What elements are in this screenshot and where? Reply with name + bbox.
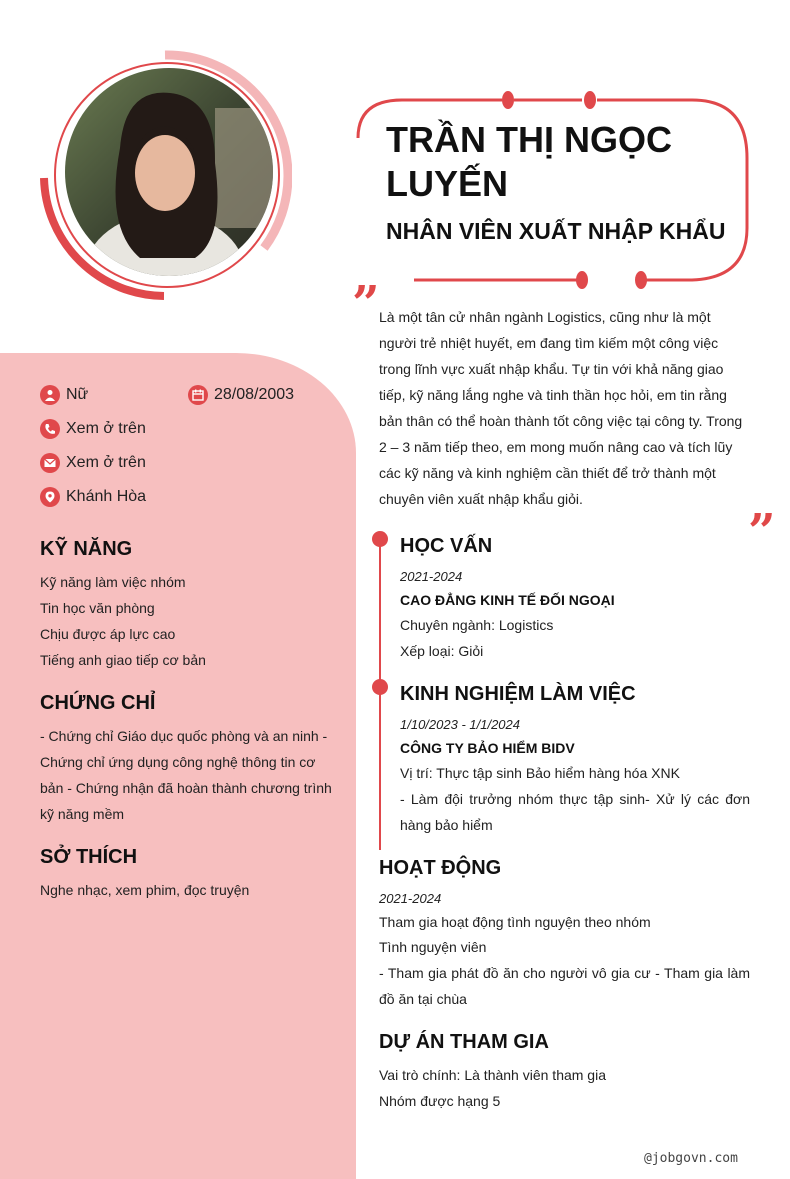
address-value: Khánh Hòa [66,488,147,505]
quote-close-icon: ” [748,504,776,560]
projects-title: DỰ ÁN THAM GIA [379,1031,549,1053]
quote-open-icon: ” [352,276,380,332]
skill-item: Tin học văn phòng [40,600,155,616]
contact-gender [40,385,88,405]
skill-item: Kỹ năng làm việc nhóm [40,574,186,590]
person-icon [40,385,60,405]
certificates-title: CHỨNG CHỈ [40,692,156,714]
footer-watermark: @jobgovn.com [644,1151,738,1166]
candidate-name: TRẦN THỊ NGỌC LUYẾN [386,119,672,204]
gender-value: Nữ [66,386,89,403]
mail-icon [40,453,60,473]
experience-company: CÔNG TY BẢO HIỂM BIDV [400,740,575,756]
experience-title: KINH NGHIỆM LÀM VIỆC [400,683,636,705]
career-summary: Là một tân cử nhân ngành Logistics, cũng như là một người trẻ nhiệt huyết, em đang tìm kiếm một công việc trong lĩnh vực xuất nhập khẩu. Tự tin với khả năng giao tiếp, kỹ năng lắng nghe và tinh thần học hỏi, em tin rằng bản thân có thể hoàn thành tốt công việc tại công ty. Trong 2 – 3 năm tiếp theo, em mong muốn nâng cao và tích lũy các kỹ năng và kinh nghiệm cần thiết để trở thành một chuyên viên xuất nhập khẩu giỏi. [379,309,743,507]
phone-value: Xem ở trên [66,420,146,437]
skill-item: Chịu được áp lực cao [40,626,176,642]
activities-title: HOẠT ĐỘNG [379,857,502,879]
skills-title: KỸ NĂNG [40,538,133,560]
projects-line1: Vai trò chính: Là thành viên tham gia [379,1067,606,1083]
location-pin-icon [40,487,60,507]
avatar [65,68,273,276]
activities-line1: Tham gia hoạt động tình nguyện theo nhóm [379,914,651,930]
education-school: CAO ĐẲNG KINH TẾ ĐỐI NGOẠI [400,592,615,608]
experience-role: Vị trí: Thực tập sinh Bảo hiểm hàng hóa XNK [400,765,680,781]
contact-email [40,453,146,473]
timeline-dot [372,531,388,547]
email-value: Xem ở trên [66,454,146,471]
experience-date: 1/10/2023 - 1/1/2024 [400,717,520,732]
hobbies-text: Nghe nhạc, xem phim, đọc truyện [40,882,250,898]
education-title: HỌC VẤN [400,535,493,557]
activities-desc: - Tham gia phát đồ ăn cho người vô gia cư - Tham gia làm đồ ăn tại chùa [379,965,750,1007]
calendar-icon [188,385,208,405]
activities-date: 2021-2024 [379,891,442,906]
skills-list [40,569,330,673]
contact-birthday [188,385,294,405]
job-position: NHÂN VIÊN XUẤT NHẬP KHẨU [386,218,726,244]
timeline-dot [372,679,388,695]
projects-line2: Nhóm được hạng 5 [379,1093,501,1109]
education-major: Chuyên ngành: Logistics [400,617,554,633]
education-date: 2021-2024 [400,569,463,584]
avatar-photo [65,68,273,276]
activities-line2: Tình nguyện viên [379,939,487,955]
phone-icon [40,419,60,439]
contact-address [40,487,146,507]
certificates-text: - Chứng chỉ Giáo dục quốc phòng và an ninh - Chứng chỉ ứng dụng công nghệ thông tin cơ bản - Chứng nhận đã hoàn thành chương trình kỹ năng mềm [40,728,332,822]
skill-item: Tiếng anh giao tiếp cơ bản [40,652,206,668]
experience-desc: - Làm đội trưởng nhóm thực tập sinh- Xử lý các đơn hàng bảo hiểm [400,791,750,833]
education-grade: Xếp loại: Giỏi [400,643,484,659]
contact-phone [40,419,146,439]
birthday-value: 28/08/2003 [214,386,295,403]
hobbies-title: SỞ THÍCH [40,846,138,868]
